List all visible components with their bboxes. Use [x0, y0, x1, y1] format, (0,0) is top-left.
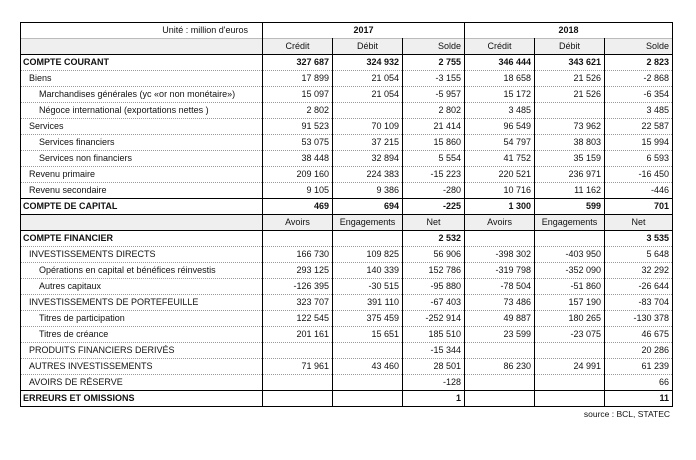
subheader-avoirs-2018: Avoirs — [465, 215, 535, 231]
source-note: source : BCL, STATEC — [583, 409, 670, 419]
row-label: COMPTE FINANCIER — [21, 231, 263, 247]
cell: 54 797 — [465, 135, 535, 151]
cell: 11 162 — [535, 183, 605, 199]
cell: -15 223 — [403, 167, 465, 183]
cell: 375 459 — [333, 311, 403, 327]
cell: 32 894 — [333, 151, 403, 167]
cell: 2 755 — [403, 55, 465, 71]
table-row — [21, 199, 673, 215]
cell: -78 504 — [465, 279, 535, 295]
cell: 201 161 — [263, 327, 333, 343]
table-row — [21, 151, 673, 167]
cell: 323 707 — [263, 295, 333, 311]
cell: 21 054 — [333, 71, 403, 87]
subheader-avoirs-2017: Avoirs — [263, 215, 333, 231]
cell: 23 599 — [465, 327, 535, 343]
subheader-net-2017: Net — [403, 215, 465, 231]
unit-label: Unité : million d'euros — [21, 23, 263, 39]
cell: 91 523 — [263, 119, 333, 135]
table-row — [21, 71, 673, 87]
cell: 96 549 — [465, 119, 535, 135]
subheader-net-2018: Net — [605, 215, 673, 231]
cell: -2 868 — [605, 71, 673, 87]
cell — [465, 391, 535, 407]
cell — [333, 231, 403, 247]
row-label: Services non financiers — [21, 151, 263, 167]
cell: 5 554 — [403, 151, 465, 167]
cell: 701 — [605, 199, 673, 215]
cell — [263, 375, 333, 391]
cell: 56 906 — [403, 247, 465, 263]
cell: 180 265 — [535, 311, 605, 327]
cell: 166 730 — [263, 247, 333, 263]
cell: -398 302 — [465, 247, 535, 263]
cell: -446 — [605, 183, 673, 199]
cell: 15 860 — [403, 135, 465, 151]
cell: 49 887 — [465, 311, 535, 327]
row-label: Revenu primaire — [21, 167, 263, 183]
cell — [263, 343, 333, 359]
row-label: AUTRES INVESTISSEMENTS — [21, 359, 263, 375]
row-label: Opérations en capital et bénéfices réinvestis — [21, 263, 263, 279]
cell: 391 110 — [333, 295, 403, 311]
cell: 71 961 — [263, 359, 333, 375]
row-label: Services — [21, 119, 263, 135]
cell: -95 880 — [403, 279, 465, 295]
cell — [535, 231, 605, 247]
cell: -403 950 — [535, 247, 605, 263]
cell — [333, 343, 403, 359]
cell: 122 545 — [263, 311, 333, 327]
cell: 1 300 — [465, 199, 535, 215]
cell — [535, 343, 605, 359]
cell: 185 510 — [403, 327, 465, 343]
cell: 21 526 — [535, 71, 605, 87]
cell: 20 286 — [605, 343, 673, 359]
cell — [333, 375, 403, 391]
cell: 73 962 — [535, 119, 605, 135]
cell: 2 802 — [263, 103, 333, 119]
cell: 140 339 — [333, 263, 403, 279]
financial-account-subheader-row — [21, 215, 673, 231]
cell: -6 354 — [605, 87, 673, 103]
cell: 324 932 — [333, 55, 403, 71]
table-row — [21, 167, 673, 183]
cell: 5 648 — [605, 247, 673, 263]
subheader-debit-2017: Débit — [333, 39, 403, 55]
cell: 41 752 — [465, 151, 535, 167]
cell: -83 704 — [605, 295, 673, 311]
cell: 15 097 — [263, 87, 333, 103]
cell — [465, 231, 535, 247]
cell: 3 535 — [605, 231, 673, 247]
table-row — [21, 231, 673, 247]
cell: -319 798 — [465, 263, 535, 279]
cell: -128 — [403, 375, 465, 391]
cell: 2 823 — [605, 55, 673, 71]
cell: 35 159 — [535, 151, 605, 167]
subheader-solde-2018: Solde — [605, 39, 673, 55]
row-label: COMPTE DE CAPITAL — [21, 199, 263, 215]
cell: 343 621 — [535, 55, 605, 71]
balance-of-payments-sheet — [20, 22, 672, 419]
cell: -126 395 — [263, 279, 333, 295]
row-label: COMPTE COURANT — [21, 55, 263, 71]
cell: 2 802 — [403, 103, 465, 119]
cell: 3 485 — [465, 103, 535, 119]
table-row — [21, 343, 673, 359]
cell: 17 899 — [263, 71, 333, 87]
cell: 15 172 — [465, 87, 535, 103]
year-2017-header: 2017 — [263, 23, 465, 39]
table-row — [21, 327, 673, 343]
cell — [535, 375, 605, 391]
cell: 293 125 — [263, 263, 333, 279]
year-2018-header: 2018 — [465, 23, 673, 39]
row-label: Revenu secondaire — [21, 183, 263, 199]
cell: 224 383 — [333, 167, 403, 183]
cell: 327 687 — [263, 55, 333, 71]
cell: 22 587 — [605, 119, 673, 135]
cell: 43 460 — [333, 359, 403, 375]
table-row — [21, 279, 673, 295]
cell: 38 803 — [535, 135, 605, 151]
cell: 86 230 — [465, 359, 535, 375]
row-label: ERREURS ET OMISSIONS — [21, 391, 263, 407]
cell: 28 501 — [403, 359, 465, 375]
cell: 236 971 — [535, 167, 605, 183]
cell: 18 658 — [465, 71, 535, 87]
cell: 46 675 — [605, 327, 673, 343]
cell: 21 526 — [535, 87, 605, 103]
cell: 70 109 — [333, 119, 403, 135]
subheader-engagements-2017: Engagements — [333, 215, 403, 231]
cell: 9 386 — [333, 183, 403, 199]
cell: -26 644 — [605, 279, 673, 295]
cell: 9 105 — [263, 183, 333, 199]
cell: 209 160 — [263, 167, 333, 183]
cell: 37 215 — [333, 135, 403, 151]
cell: 24 991 — [535, 359, 605, 375]
cell: 21 414 — [403, 119, 465, 135]
row-label: Biens — [21, 71, 263, 87]
cell: -16 450 — [605, 167, 673, 183]
cell: 6 593 — [605, 151, 673, 167]
cell: -67 403 — [403, 295, 465, 311]
cell: 694 — [333, 199, 403, 215]
row-label: Marchandises générales (yc «or non monétaire») — [21, 87, 263, 103]
cell: -225 — [403, 199, 465, 215]
year-header-row — [21, 23, 673, 39]
cell: 152 786 — [403, 263, 465, 279]
cell: 73 486 — [465, 295, 535, 311]
subheader-engagements-2018: Engagements — [535, 215, 605, 231]
cell: -5 957 — [403, 87, 465, 103]
cell: 61 239 — [605, 359, 673, 375]
cell: 346 444 — [465, 55, 535, 71]
subheader-solde-2017: Solde — [403, 39, 465, 55]
row-label: AVOIRS DE RÉSERVE — [21, 375, 263, 391]
cell: -252 914 — [403, 311, 465, 327]
subheader-empty — [21, 39, 263, 55]
cell — [465, 375, 535, 391]
cell: -130 378 — [605, 311, 673, 327]
current-account-subheader-row — [21, 39, 673, 55]
row-label: INVESTISSEMENTS DIRECTS — [21, 247, 263, 263]
table-row — [21, 359, 673, 375]
balance-of-payments-table — [20, 22, 673, 407]
subheader-debit-2018: Débit — [535, 39, 605, 55]
cell: -352 090 — [535, 263, 605, 279]
table-row — [21, 295, 673, 311]
row-label: Autres capitaux — [21, 279, 263, 295]
cell: 1 — [403, 391, 465, 407]
table-row — [21, 391, 673, 407]
cell: 11 — [605, 391, 673, 407]
cell — [263, 391, 333, 407]
cell: -30 515 — [333, 279, 403, 295]
table-row — [21, 55, 673, 71]
cell: -3 155 — [403, 71, 465, 87]
cell: -23 075 — [535, 327, 605, 343]
cell: -280 — [403, 183, 465, 199]
cell: 53 075 — [263, 135, 333, 151]
cell: 2 532 — [403, 231, 465, 247]
cell: 21 054 — [333, 87, 403, 103]
row-label: Titres de créance — [21, 327, 263, 343]
row-label: Titres de participation — [21, 311, 263, 327]
table-row — [21, 119, 673, 135]
subheader-credit-2018: Crédit — [465, 39, 535, 55]
cell — [535, 103, 605, 119]
cell — [333, 103, 403, 119]
cell: 469 — [263, 199, 333, 215]
table-row — [21, 375, 673, 391]
cell: 220 521 — [465, 167, 535, 183]
table-row — [21, 247, 673, 263]
row-label: Services financiers — [21, 135, 263, 151]
cell: 15 994 — [605, 135, 673, 151]
cell: 66 — [605, 375, 673, 391]
cell: 15 651 — [333, 327, 403, 343]
cell — [535, 391, 605, 407]
table-row — [21, 135, 673, 151]
subheader-empty — [21, 215, 263, 231]
table-row — [21, 311, 673, 327]
cell: 157 190 — [535, 295, 605, 311]
cell: 109 825 — [333, 247, 403, 263]
cell: -51 860 — [535, 279, 605, 295]
cell: -15 344 — [403, 343, 465, 359]
cell: 32 292 — [605, 263, 673, 279]
table-row — [21, 183, 673, 199]
cell: 10 716 — [465, 183, 535, 199]
cell: 599 — [535, 199, 605, 215]
row-label: PRODUITS FINANCIERS DERIVÉS — [21, 343, 263, 359]
row-label: INVESTISSEMENTS DE PORTEFEUILLE — [21, 295, 263, 311]
subheader-credit-2017: Crédit — [263, 39, 333, 55]
table-row — [21, 87, 673, 103]
cell — [263, 231, 333, 247]
cell: 38 448 — [263, 151, 333, 167]
table-row — [21, 263, 673, 279]
cell — [333, 391, 403, 407]
table-row — [21, 103, 673, 119]
cell — [465, 343, 535, 359]
row-label: Négoce international (exportations nettes ) — [21, 103, 263, 119]
cell: 3 485 — [605, 103, 673, 119]
